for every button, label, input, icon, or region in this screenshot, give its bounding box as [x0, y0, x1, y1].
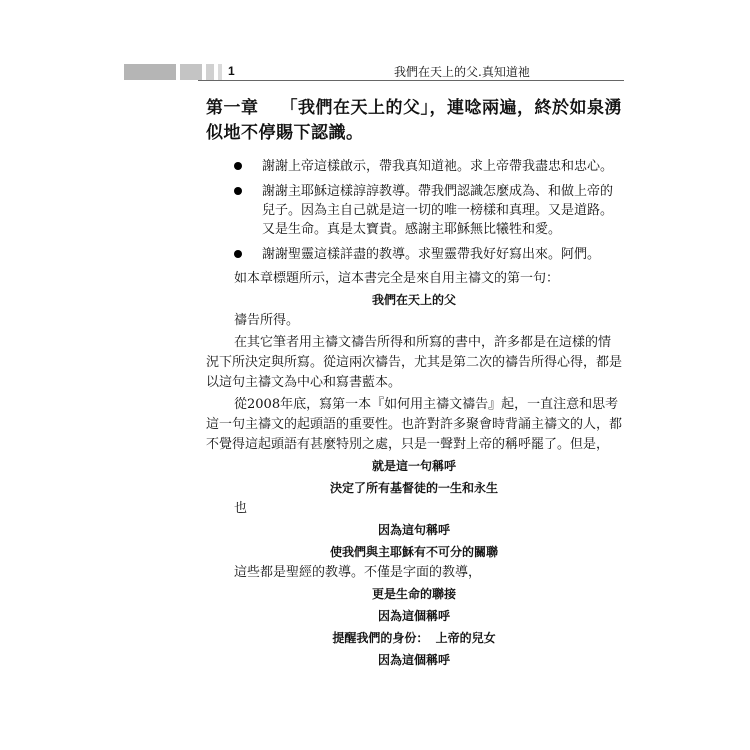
- quote-line: 更是生命的聯接: [371, 587, 456, 601]
- paragraph: 從2008年底，寫第一本『如何用主禱文禱告』起，一直注意和思考這一句主禱文的起頭語的重要性。也許對許多聚會時背誦主禱文的人，都不覺得這起頭語有甚麼特別之處，只是一聲對上帝的稱呼罷了。但是，: [206, 397, 623, 452]
- quote-line: 使我們與主耶穌有不可分的關聯: [329, 545, 498, 559]
- paragraph: 禱告所得。: [234, 313, 300, 328]
- bullet-icon: [234, 187, 242, 195]
- running-title: 我們在天上的父.真知道祂: [394, 65, 530, 79]
- quote-line: 就是這一句稱呼: [371, 459, 456, 473]
- chapter-title: [206, 96, 622, 146]
- paragraph: 這些都是聖經的教導。不僅是字面的教導，: [234, 565, 482, 580]
- paragraph: 如本章標題所示，這本書完全是來自用主禱文的第一句：: [234, 271, 560, 286]
- header-decoration: [124, 64, 624, 80]
- chapter-prefix: 第一章: [206, 98, 259, 118]
- quote-line: 因為這個稱呼: [377, 609, 450, 623]
- list-item: 謝謝主耶穌這樣諄諄教導。帶我們認識怎麼成為、和做上帝的兒子。因為主自己就是這一切的唯一榜樣和真理。又是道路。又是生命。真是太寶貴。感謝主耶穌無比犧牲和愛。: [206, 181, 622, 238]
- header-gray-block: [180, 64, 202, 80]
- header-gray-block: [206, 64, 214, 80]
- list-item: 謝謝上帝這樣啟示，帶我真知道祂。求上帝帶我盡忠和忠心。: [206, 156, 622, 175]
- page-content: [206, 96, 622, 671]
- header-rule: [198, 80, 624, 81]
- quote-line: 決定了所有基督徒的一生和永生: [329, 481, 498, 495]
- quote-line: 我們在天上的父: [371, 293, 456, 307]
- bullet-icon: [234, 250, 242, 258]
- chapter-title-text: 「我們在天上的父」，連唸兩遍，終於如泉湧似地不停賜下認識。: [206, 98, 622, 143]
- page-number: 1: [228, 64, 235, 78]
- quote-line: 提醒我們的身份： 上帝的兒女: [332, 631, 496, 645]
- quote-line: 因為這個稱呼: [377, 653, 450, 667]
- paragraph: 在其它筆者用主禱文禱告所得和所寫的書中，許多都是在這樣的情況下所決定與所寫。從這兩次禱告，尤其是第二次的禱告所得心得，都是以這句主禱文為中心和寫書藍本。: [206, 335, 623, 390]
- paragraph: 也: [234, 501, 248, 516]
- header-gray-block: [124, 64, 176, 80]
- bullet-list: [206, 156, 622, 263]
- header-gray-block: [218, 64, 222, 80]
- quote-line: 因為這句稱呼: [377, 523, 450, 537]
- list-item: 謝謝聖靈這樣詳盡的教導。求聖靈帶我好好寫出來。阿們。: [206, 244, 622, 263]
- bullet-icon: [234, 162, 242, 170]
